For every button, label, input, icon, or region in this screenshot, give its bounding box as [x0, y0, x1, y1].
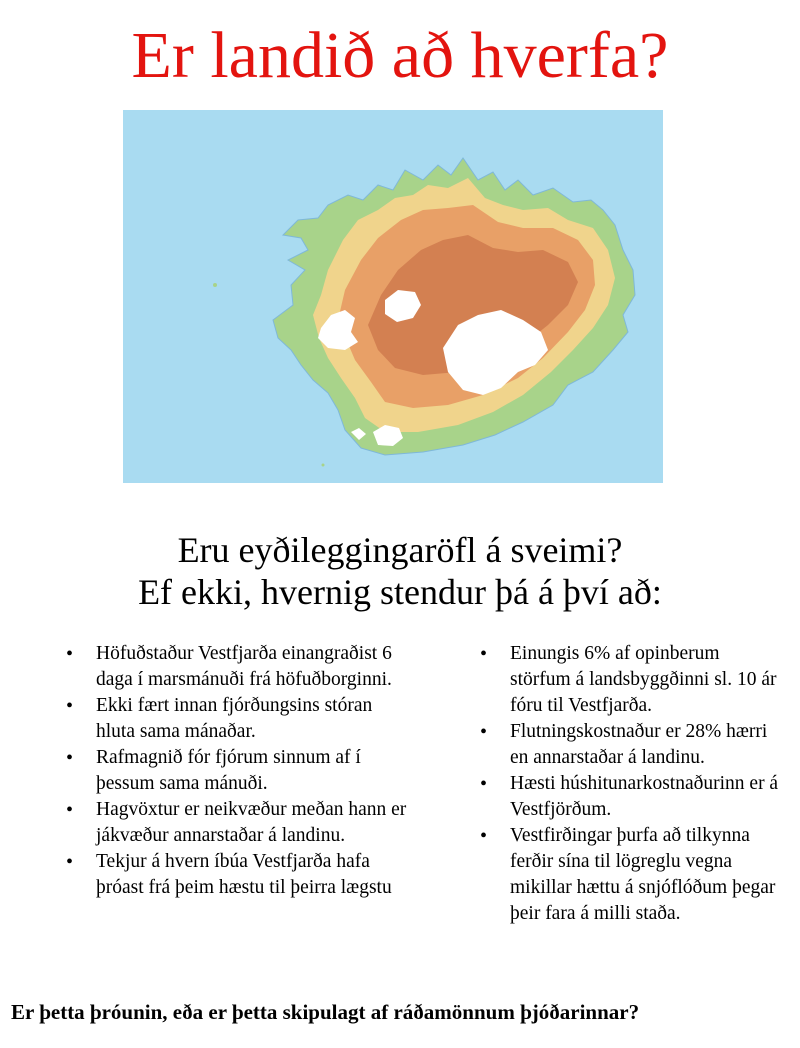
list-item: • Tekjur á hvern íbúa Vestfjarða hafa þróast frá þeim hæstu til þeirra lægstu [66, 849, 411, 901]
list-item: • Ekki fært innan fjórðungsins stóran hluta sama mánaðar. [66, 693, 411, 745]
closing-question: Er þetta þróunin, eða er þetta skipulagt af ráðamönnum þjóðarinnar? [11, 1000, 640, 1024]
list-item: • Vestfirðingar þurfa að tilkynna ferðir sína til lögreglu vegna mikillar hættu á snjóflóðum þegar þeir fara á milli staða. [480, 823, 780, 927]
page-headline: Er landið að hverfa? [131, 19, 669, 92]
list-item: • Hæsti húshitunarkostnaðurinn er á Vestfjörðum. [480, 771, 780, 823]
left-bullet-list [66, 641, 411, 901]
iceland-map-graphic [123, 110, 663, 483]
list-item: • Höfuðstaður Vestfjarða einangraðist 6 daga í marsmánuði frá höfuðborginni. [66, 641, 411, 693]
iceland-map [123, 110, 663, 483]
list-item: • Flutningskostnaður er 28% hærri en annarstaðar á landinu. [480, 719, 780, 771]
question-line-1: Eru eyðileggingaröfl á sveimi? [177, 530, 623, 570]
list-item: • Einungis 6% af opinberum störfum á landsbyggðinni sl. 10 ár fóru til Vestfjarða. [480, 641, 780, 719]
right-bullet-list [480, 641, 780, 927]
question-line-2: Ef ekki, hvernig stendur þá á því að: [138, 572, 662, 612]
list-item: • Rafmagnið fór fjórum sinnum af í þessum sama mánuði. [66, 745, 411, 797]
list-item: • Hagvöxtur er neikvæður meðan hann er jákvæður annarstaðar á landinu. [66, 797, 411, 849]
